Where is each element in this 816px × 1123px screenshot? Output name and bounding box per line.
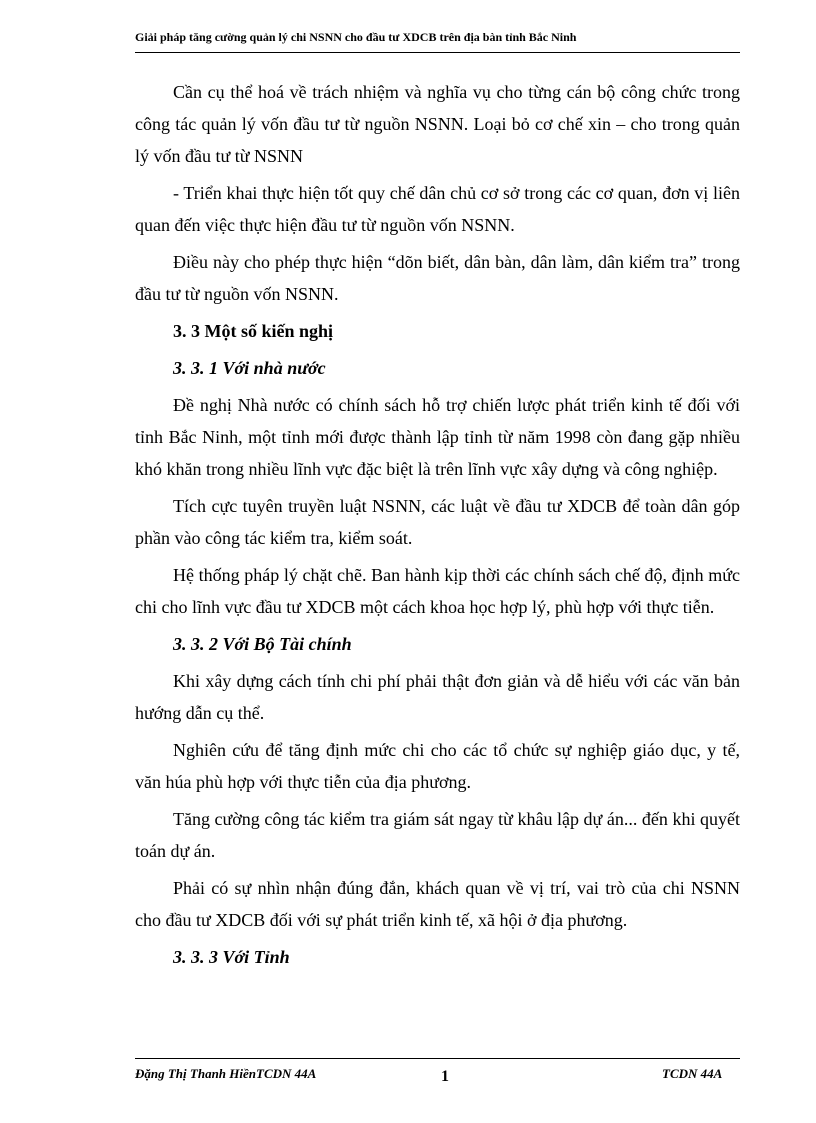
paragraph: Nghiên cứu để tăng định mức chi cho các tổ chức sự nghiệp giáo dục, y tế, văn húa phù hợp với thực tiễn của địa phương.	[135, 740, 740, 792]
footer-divider	[135, 1058, 740, 1059]
paragraph: Đề nghị Nhà nước có chính sách hỗ trợ chiến lược phát triển kinh tế đối với tỉnh Bắc Ninh, một tỉnh mới được thành lập tỉnh từ năm 1998 còn đang gặp nhiều khó khăn trong nhiều lĩnh vực đặc biệt là trên lĩnh vực xây dựng và công nghiệp.	[135, 395, 740, 479]
paragraph: - Triển khai thực hiện tốt quy chế dân chủ cơ sở trong các cơ quan, đơn vị liên quan đến việc thực hiện đầu tư từ nguồn vốn NSNN.	[135, 183, 740, 235]
paragraph: Cần cụ thể hoá về trách nhiệm và nghĩa vụ cho từng cán bộ công chức trong công tác quản lý vốn đầu tư từ nguồn NSNN. Loại bỏ cơ chế xin – cho trong quản lý vốn đầu tư từ NSNN	[135, 82, 740, 166]
paragraph: Điều này cho phép thực hiện “dõn biết, dân bàn, dân làm, dân kiểm tra” trong đầu tư từ nguồn vốn NSNN.	[135, 252, 740, 304]
subsection-heading: 3. 3. 1 Với nhà nước	[173, 358, 326, 378]
paragraph: Khi xây dựng cách tính chi phí phải thật đơn giản và dễ hiểu với các văn bản hướng dẫn cụ thể.	[135, 671, 740, 723]
footer-class-code: TCDN 44A	[662, 1066, 723, 1081]
header-divider	[135, 52, 740, 53]
section-heading: 3. 3 Một số kiến nghị	[173, 321, 334, 341]
footer-author: Đặng Thị Thanh HiềnTCDN 44A	[135, 1066, 317, 1081]
document-body	[135, 76, 740, 978]
paragraph: Hệ thống pháp lý chặt chẽ. Ban hành kịp thời các chính sách chế độ, định mức chi cho lĩnh vực đầu tư XDCB một cách khoa học hợp lý, phù hợp với thực tiễn.	[135, 565, 740, 617]
subsection-heading: 3. 3. 3 Với Tỉnh	[173, 947, 290, 967]
subsection-heading: 3. 3. 2 Với Bộ Tài chính	[173, 634, 352, 654]
paragraph: Tích cực tuyên truyền luật NSNN, các luật về đầu tư XDCB để toàn dân góp phần vào công tác kiểm tra, kiểm soát.	[135, 496, 740, 548]
running-header: Giải pháp tăng cường quản lý chi NSNN cho đầu tư XDCB trên địa bàn tỉnh Bắc Ninh	[135, 30, 577, 44]
paragraph: Phải có sự nhìn nhận đúng đắn, khách quan về vị trí, vai trò của chi NSNN cho đầu tư XDCB đối với sự phát triển kinh tế, xã hội ở địa phương.	[135, 878, 740, 930]
paragraph: Tăng cường công tác kiểm tra giám sát ngay từ khâu lập dự án... đến khi quyết toán dự án.	[135, 809, 740, 861]
page-number: 1	[441, 1068, 449, 1085]
